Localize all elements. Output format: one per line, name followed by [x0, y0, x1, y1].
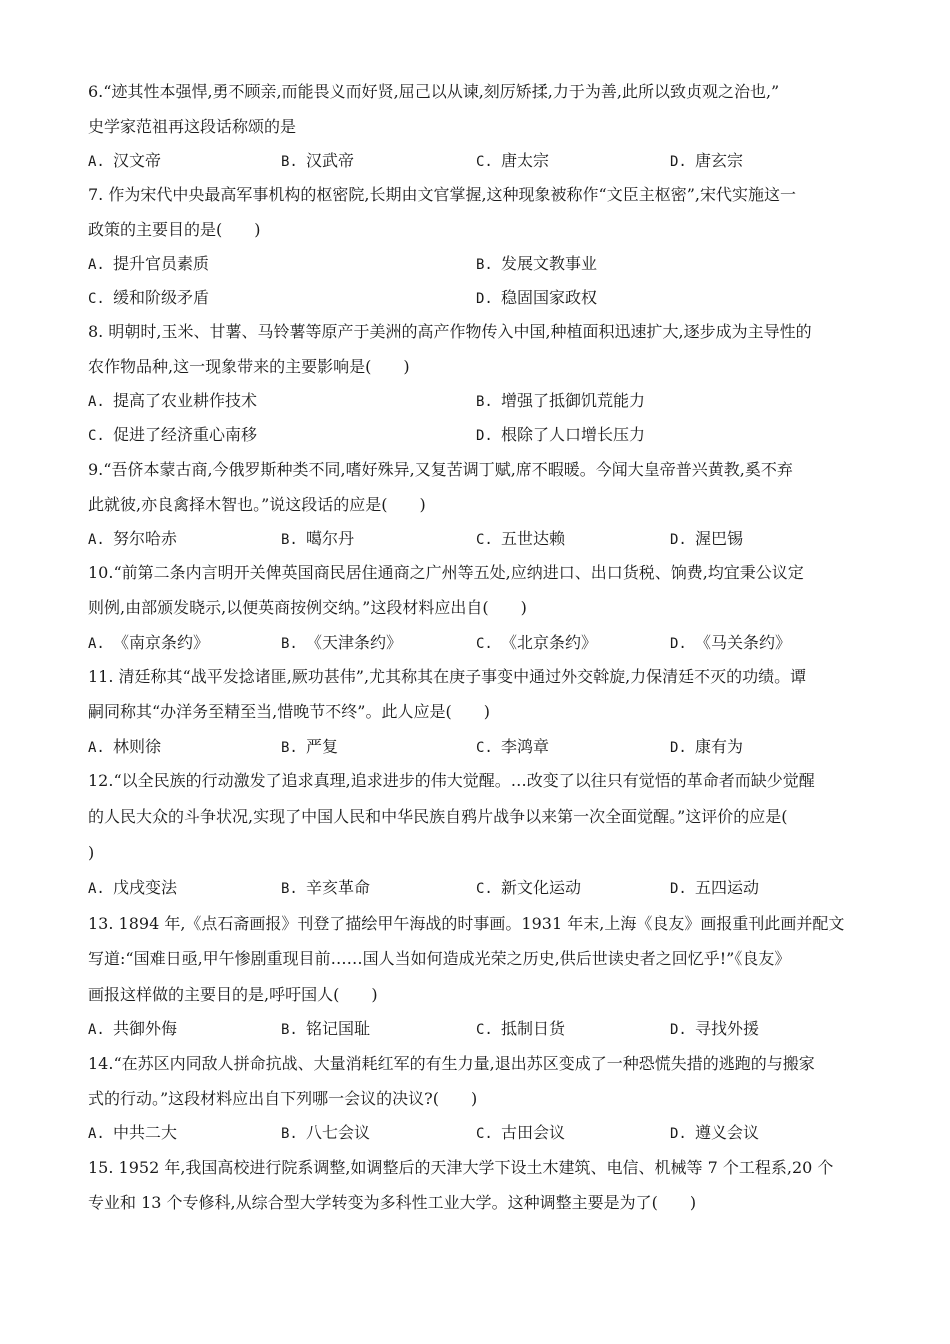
option-text: 共御外侮: [113, 1019, 178, 1038]
option-letter: A.: [88, 532, 105, 548]
option-letter: D.: [670, 1022, 687, 1038]
question-15-line-1: 15. 1952 年,我国高校进行院系调整,如调整后的天津大学下设土木建筑、电信、机械等 7 个工程系,20 个: [88, 1158, 834, 1177]
option: [476, 736, 549, 759]
option-letter: A.: [88, 1126, 105, 1142]
option: [88, 1122, 177, 1145]
option-letter: D.: [670, 636, 687, 652]
question-7-line-2: 政策的主要目的是( ): [88, 220, 261, 239]
question-14-line-2: 式的行动。”这段材料应出自下列哪一会议的决议?( ): [88, 1089, 478, 1108]
option-letter: B.: [281, 532, 298, 548]
option-letter: A.: [88, 394, 105, 410]
option-text: 铭记国耻: [306, 1019, 371, 1038]
option-text: 《马关条约》: [695, 633, 792, 652]
question-6-line-2: 史学家范祖再这段话称颂的是: [88, 117, 297, 136]
option-letter: D.: [476, 428, 493, 444]
option: [88, 736, 161, 759]
option-letter: C.: [88, 428, 105, 444]
question-10-line-2: 则例,由部颁发晓示,以便英商按例交纳。”这段材料应出自( ): [88, 598, 527, 617]
option-letter: D.: [670, 154, 687, 170]
option-letter: B.: [281, 154, 298, 170]
question-7-line-1: 7. 作为宋代中央最高军事机构的枢密院,长期由文官掌握,这种现象被称作“文臣主枢密”,宋代实施这一: [88, 185, 796, 204]
option-text: 提升官员素质: [113, 254, 210, 273]
option-text: 提高了农业耕作技术: [113, 391, 258, 410]
option: [281, 877, 370, 900]
option-letter: C.: [476, 154, 493, 170]
question-12-line-3: ): [88, 843, 95, 862]
option-text: 抵制日货: [501, 1019, 566, 1038]
option: [88, 877, 177, 900]
question-11-line-1: 11. 清廷称其“战平发捻诸匪,厥功甚伟”,尤其称其在庚子事变中通过外交斡旋,力保清廷不灭的功绩。谭: [88, 667, 807, 686]
question-6-line-1: 6.“迹其性本强悍,勇不顾亲,而能畏义而好贤,屈己以从谏,刻厉矫揉,力于为善,此所以致贞观之治也,”: [88, 82, 780, 101]
question-9-line-1: 9.“吾侪本蒙古商,今俄罗斯种类不同,嗜好殊异,又复苦调丁赋,席不暇暖。今闻大皇帝普兴黄教,奚不弃: [88, 460, 793, 479]
option-text: 促进了经济重心南移: [113, 425, 258, 444]
option-letter: A.: [88, 881, 105, 897]
question-9-line-2: 此就彼,亦良禽择木智也。”说这段话的应是( ): [88, 495, 426, 514]
option-letter: B.: [281, 636, 298, 652]
option: [88, 528, 177, 551]
option: [88, 632, 209, 655]
option-letter: A.: [88, 257, 105, 273]
option-text: 八七会议: [306, 1123, 371, 1142]
question-8-line-2: 农作物品种,这一现象带来的主要影响是( ): [88, 357, 410, 376]
question-13-line-2: 写道:“国难日亟,甲午惨剧重现目前……国人当如何造成光荣之历史,供后世读史者之回忆乎!”《良友》: [88, 949, 791, 968]
option-text: 发展文教事业: [501, 254, 598, 273]
option-letter: C.: [476, 532, 493, 548]
question-10-line-1: 10.“前第二条内言明开关俾英国商民居住通商之广州等五处,应纳进口、出口货税、饷费,均宜秉公议定: [88, 563, 804, 582]
option-letter: C.: [88, 291, 105, 307]
question-12-line-2: 的人民大众的斗争状况,实现了中国人民和中华民族自鸦片战争以来第一次全面觉醒。”这评价的应是(: [88, 807, 788, 826]
option-text: 古田会议: [501, 1123, 566, 1142]
option-letter: B.: [476, 394, 493, 410]
option: [476, 253, 597, 276]
question-8-line-1: 8. 明朝时,玉米、甘薯、马铃薯等原产于美洲的高产作物传入中国,种植面积迅速扩大,逐步成为主导性的: [88, 322, 812, 341]
option: [88, 253, 209, 276]
option: [476, 150, 549, 173]
option: [88, 1018, 177, 1041]
option: [476, 390, 645, 413]
option: [476, 1122, 565, 1145]
question-13-line-3: 画报这样做的主要目的是,呼吁国人( ): [88, 985, 378, 1004]
option: [88, 150, 161, 173]
option-letter: A.: [88, 1022, 105, 1038]
option: [281, 1018, 370, 1041]
question-14-line-1: 14.“在苏区内同敌人拼命抗战、大量消耗红军的有生力量,退出苏区变成了一种恐慌失措的逃跑的与搬家: [88, 1054, 815, 1073]
option: [88, 390, 257, 413]
option-text: 根除了人口增长压力: [501, 425, 646, 444]
option-text: 严复: [306, 737, 339, 756]
option-text: 《南京条约》: [113, 633, 210, 652]
option-text: 稳固国家政权: [501, 288, 598, 307]
option-letter: C.: [476, 881, 493, 897]
option: [281, 632, 402, 655]
option: [670, 632, 791, 655]
option-text: 努尔哈赤: [113, 529, 178, 548]
option-text: 噶尔丹: [306, 529, 355, 548]
option: [476, 287, 597, 310]
option-text: 中共二大: [113, 1123, 178, 1142]
option-letter: A.: [88, 740, 105, 756]
option: [476, 877, 581, 900]
option-letter: C.: [476, 636, 493, 652]
option: [476, 528, 565, 551]
option: [670, 736, 743, 759]
question-15-line-2: 专业和 13 个专修科,从综合型大学转变为多科性工业大学。这种调整主要是为了( ): [88, 1193, 697, 1212]
option-text: 缓和阶级矛盾: [113, 288, 210, 307]
option-letter: B.: [281, 1126, 298, 1142]
option: [670, 1018, 759, 1041]
option-text: 增强了抵御饥荒能力: [501, 391, 646, 410]
option: [88, 287, 209, 310]
option-letter: C.: [476, 1126, 493, 1142]
option-text: 汉文帝: [113, 151, 162, 170]
option-letter: D.: [670, 532, 687, 548]
option-text: 林则徐: [113, 737, 162, 756]
option-text: 李鸿章: [501, 737, 550, 756]
question-11-line-2: 嗣同称其“办洋务至精至当,惜晚节不终”。此人应是( ): [88, 702, 490, 721]
option-letter: D.: [670, 881, 687, 897]
option-text: 遵义会议: [695, 1123, 760, 1142]
option: [281, 150, 354, 173]
option: [476, 424, 645, 447]
option-letter: D.: [670, 1126, 687, 1142]
option-text: 五世达赖: [501, 529, 566, 548]
option: [281, 1122, 370, 1145]
option-letter: A.: [88, 154, 105, 170]
option-letter: B.: [281, 881, 298, 897]
option-text: 《天津条约》: [306, 633, 403, 652]
option-text: 康有为: [695, 737, 744, 756]
option-text: 渥巴锡: [695, 529, 744, 548]
option-text: 戊戌变法: [113, 878, 178, 897]
option-text: 五四运动: [695, 878, 760, 897]
question-12-line-1: 12.“以全民族的行动激发了追求真理,追求进步的伟大觉醒。…改变了以往只有觉悟的革命者而缺少觉醒: [88, 771, 815, 790]
option: [476, 632, 597, 655]
question-13-line-1: 13. 1894 年,《点石斋画报》刊登了描绘甲午海战的时事画。1931 年末,上海《良友》画报重刊此画并配文: [88, 914, 845, 933]
option-letter: D.: [476, 291, 493, 307]
option-letter: B.: [281, 1022, 298, 1038]
option: [670, 150, 743, 173]
option-letter: C.: [476, 1022, 493, 1038]
option: [281, 736, 338, 759]
option-text: 辛亥革命: [306, 878, 371, 897]
option: [670, 1122, 759, 1145]
option: [670, 528, 743, 551]
option-text: 汉武帝: [306, 151, 355, 170]
option: [476, 1018, 565, 1041]
option-text: 新文化运动: [501, 878, 582, 897]
option-letter: C.: [476, 740, 493, 756]
option-text: 唐太宗: [501, 151, 550, 170]
option-text: 寻找外援: [695, 1019, 760, 1038]
option: [88, 424, 257, 447]
option-text: 《北京条约》: [501, 633, 598, 652]
option-text: 唐玄宗: [695, 151, 744, 170]
option-letter: B.: [281, 740, 298, 756]
option-letter: B.: [476, 257, 493, 273]
option: [670, 877, 759, 900]
option-letter: A.: [88, 636, 105, 652]
option-letter: D.: [670, 740, 687, 756]
option: [281, 528, 354, 551]
